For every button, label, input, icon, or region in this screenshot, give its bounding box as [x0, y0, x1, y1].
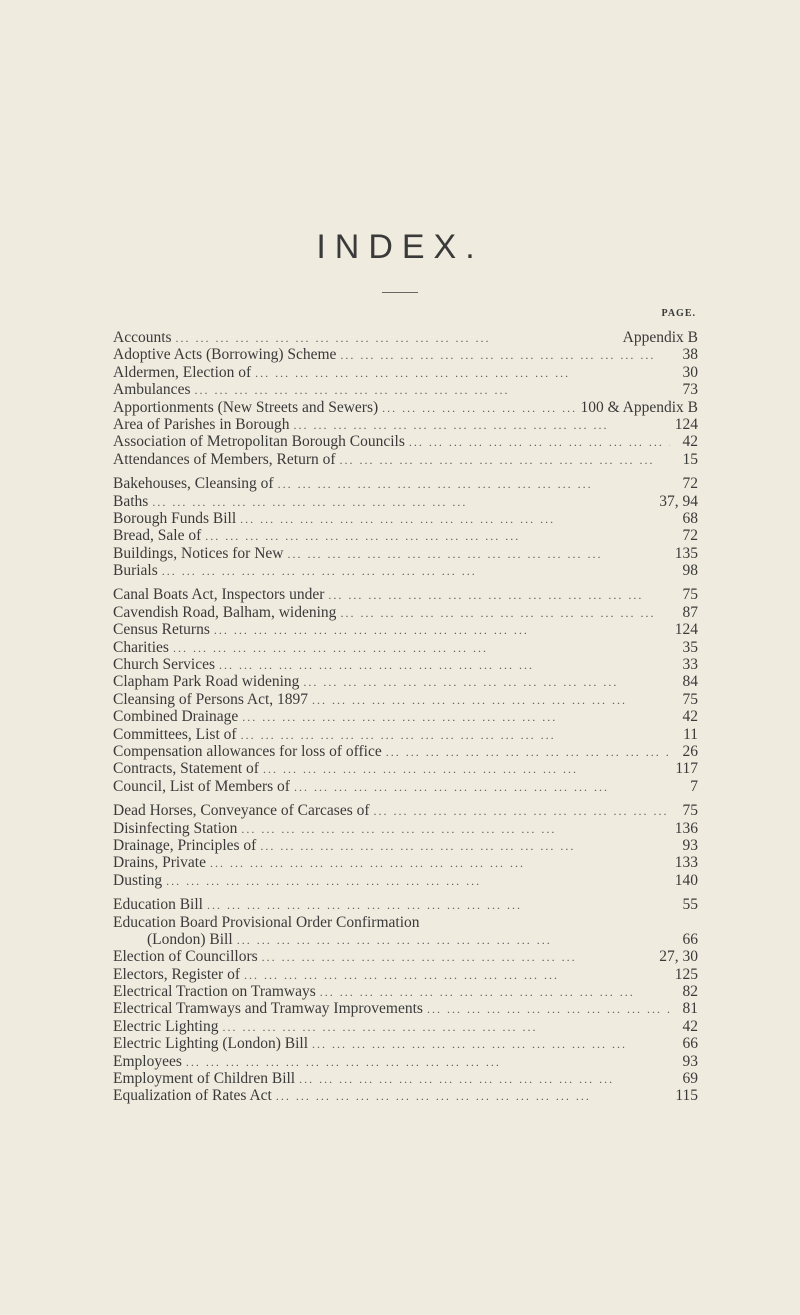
index-entry [113, 545, 698, 562]
dot-leader [158, 563, 670, 580]
index-entry [113, 562, 698, 579]
index-entry-page: 35 [682, 638, 698, 656]
index-entry-label: Dead Horses, Conveyance of Carcases of [113, 802, 370, 820]
index-entry-page: 69 [682, 1070, 698, 1088]
index-entry-page: 135 [674, 544, 698, 562]
index-entry-page: 27, 30 [659, 948, 698, 966]
index-entry [113, 983, 698, 1000]
dot-leader [274, 476, 670, 493]
index-entry-page: 42 [682, 1017, 698, 1035]
index-entry [113, 708, 698, 725]
dot-leader [290, 417, 671, 434]
index-entry-label: Attendances of Members, Return of [113, 450, 336, 468]
index-entry [113, 914, 698, 931]
index-entry-label: Drains, Private [113, 854, 206, 872]
index-entry [113, 586, 698, 603]
dot-leader [299, 674, 670, 691]
index-entry [113, 802, 698, 819]
page-column-header: PAGE. [661, 308, 696, 319]
index-entry [113, 639, 698, 656]
index-entry-label: Aldermen, Election of [113, 363, 252, 381]
index-entry-page: 98 [682, 562, 698, 580]
index-entry-label: Association of Metropolitan Borough Councils [113, 433, 405, 451]
index-entry-page: 42 [682, 433, 698, 451]
dot-leader [258, 949, 660, 966]
index-entry-label: Contracts, Statement of [113, 760, 259, 778]
index-entry-label: Bakehouses, Cleansing of [113, 475, 274, 493]
index-entry-page: 124 [674, 415, 698, 433]
dot-leader [316, 984, 670, 1001]
index-entry-page: 75 [682, 690, 698, 708]
index-entry-label: Borough Funds Bill [113, 509, 237, 527]
index-entry-page: 66 [682, 1035, 698, 1053]
index-entry-page: 81 [682, 1000, 698, 1018]
index-entry-label: Baths [113, 492, 149, 510]
index-entry [113, 1070, 698, 1087]
index-entry [113, 433, 698, 450]
dot-leader [308, 692, 670, 709]
index-entry-page: 42 [682, 708, 698, 726]
dot-leader [201, 528, 670, 545]
index-entry-label: Equalization of Rates Act [113, 1087, 272, 1105]
index-entry-label: Canal Boats Act, Inspectors under [113, 586, 325, 604]
title-divider [382, 292, 418, 293]
dot-leader [169, 640, 670, 657]
index-entry [113, 760, 698, 777]
index-entry-label: (London) Bill [147, 930, 233, 948]
index-entry-label: Adoptive Acts (Borrowing) Scheme [113, 346, 337, 364]
index-list [113, 329, 698, 1105]
index-entry [113, 931, 698, 948]
index-entry [113, 621, 698, 638]
index-entry-page: 82 [682, 983, 698, 1001]
dot-leader [272, 1088, 670, 1105]
index-entry-page: 87 [682, 603, 698, 621]
index-entry [113, 329, 698, 346]
index-entry-label: Accounts [113, 329, 172, 346]
dot-leader [423, 1001, 670, 1018]
index-entry-label: Council, List of Members of [113, 777, 290, 795]
index-entry-label: Employment of Children Bill [113, 1070, 296, 1088]
index-entry [113, 1087, 698, 1104]
index-entry-page: 55 [682, 896, 698, 914]
dot-leader [148, 494, 659, 511]
index-entry-page: Appendix B [622, 329, 698, 346]
index-entry [113, 896, 698, 913]
index-entry-page: 84 [682, 673, 698, 691]
dot-leader [238, 709, 670, 726]
dot-leader [190, 382, 670, 399]
dot-leader [233, 932, 670, 949]
index-entry-page: 66 [682, 930, 698, 948]
index-entry-page: 26 [682, 742, 698, 760]
index-entry-label: Ambulances [113, 381, 191, 399]
index-entry-page: 125 [674, 965, 698, 983]
index-entry-label: Combined Drainage [113, 708, 239, 726]
index-entry-page: 30 [682, 363, 698, 381]
page-title: INDEX. [316, 228, 484, 266]
dot-leader [308, 1036, 670, 1053]
index-entry-label: Cavendish Road, Balham, widening [113, 603, 337, 621]
dot-leader [240, 967, 670, 984]
dot-leader [206, 855, 670, 872]
index-entry-label: Employees [113, 1052, 182, 1070]
index-entry [113, 872, 698, 889]
index-entry-label: Apportionments (New Streets and Sewers) [113, 398, 379, 416]
dot-leader [405, 434, 670, 451]
dot-leader [210, 622, 670, 639]
index-entry-page: 140 [674, 871, 698, 889]
index-entry-label: Election of Councillors [113, 948, 258, 966]
index-entry-page: 100 & Appendix B [580, 398, 698, 416]
index-entry [113, 854, 698, 871]
dot-leader [203, 897, 670, 914]
index-entry [113, 691, 698, 708]
index-entry-page: 93 [682, 1052, 698, 1070]
index-entry [113, 604, 698, 621]
dot-leader [256, 838, 670, 855]
index-entry-page: 38 [682, 346, 698, 364]
index-entry [113, 673, 698, 690]
index-entry [113, 837, 698, 854]
dot-leader [172, 330, 623, 347]
index-entry-label: Buildings, Notices for New [113, 544, 284, 562]
index-entry [113, 948, 698, 965]
index-entry [113, 656, 698, 673]
index-entry [113, 475, 698, 492]
index-entry-page: 37, 94 [659, 492, 698, 510]
dot-leader [378, 400, 580, 417]
index-entry [113, 527, 698, 544]
index-entry-label: Dusting [113, 871, 163, 889]
dot-leader [215, 657, 670, 674]
index-entry-label: Compensation allowances for loss of office [113, 742, 382, 760]
index-entry-page: 124 [674, 621, 698, 639]
index-entry-page: 75 [682, 802, 698, 820]
index-entry-page: 11 [683, 725, 698, 743]
index-entry [113, 381, 698, 398]
index-entry-label: Education Bill [113, 896, 203, 914]
index-entry [113, 966, 698, 983]
dot-leader [259, 761, 670, 778]
dot-leader [370, 803, 670, 820]
dot-leader [251, 365, 670, 382]
index-entry-label: Church Services [113, 656, 216, 674]
index-entry-page: 73 [682, 381, 698, 399]
dot-leader [336, 452, 670, 469]
index-entry-label: Disinfecting Station [113, 819, 238, 837]
dot-leader [336, 605, 670, 622]
index-entry-label: Charities [113, 638, 169, 656]
index-entry-label: Electric Lighting (London) Bill [113, 1035, 308, 1053]
dot-leader [236, 511, 670, 528]
index-entry [113, 1053, 698, 1070]
index-entry [113, 778, 698, 795]
index-entry [113, 743, 698, 760]
dot-leader [237, 727, 670, 744]
index-entry-page: 7 [690, 777, 698, 795]
index-entry-page: 136 [674, 819, 698, 837]
index-entry-label: Electric Lighting [113, 1017, 219, 1035]
dot-leader [382, 744, 670, 761]
index-entry-label: Burials [113, 562, 158, 580]
index-entry-page: 117 [675, 760, 698, 778]
index-entry-label: Clapham Park Road widening [113, 673, 300, 691]
index-entry-label: Drainage, Principles of [113, 836, 257, 854]
index-entry [113, 493, 698, 510]
index-entry-page: 33 [682, 656, 698, 674]
index-entry-label: Cleansing of Persons Act, 1897 [113, 690, 309, 708]
index-entry [113, 1000, 698, 1017]
index-entry [113, 346, 698, 363]
index-entry-label: Committees, List of [113, 725, 237, 743]
dot-leader [283, 546, 670, 563]
index-entry-label: Education Board Provisional Order Confirmation [113, 913, 420, 931]
index-entry-page: 93 [682, 836, 698, 854]
index-entry [113, 399, 698, 416]
index-entry-page: 15 [682, 450, 698, 468]
index-entry-page: 68 [682, 509, 698, 527]
dot-leader [336, 347, 670, 364]
index-entry-label: Bread, Sale of [113, 527, 202, 545]
index-entry-page: 72 [682, 475, 698, 493]
index-entry [113, 726, 698, 743]
dot-leader [162, 873, 670, 890]
index-entry-label: Census Returns [113, 621, 210, 639]
index-entry-page: 133 [674, 854, 698, 872]
index-entry [113, 416, 698, 433]
index-entry [113, 1035, 698, 1052]
index-entry-page: 72 [682, 527, 698, 545]
index-entry-label: Area of Parishes in Borough [113, 415, 290, 433]
index-entry-label: Electrical Traction on Tramways [113, 983, 316, 1001]
dot-leader [237, 821, 670, 838]
index-entry-page: 115 [675, 1087, 698, 1105]
index-entry [113, 510, 698, 527]
dot-leader [182, 1054, 670, 1071]
dot-leader [218, 1019, 670, 1036]
index-entry-label: Electors, Register of [113, 965, 240, 983]
index-entry [113, 364, 698, 381]
dot-leader [324, 587, 670, 604]
index-entry-label: Electrical Tramways and Tramway Improvements [113, 1000, 423, 1018]
dot-leader [290, 779, 670, 796]
index-entry-page: 75 [682, 586, 698, 604]
index-entry [113, 820, 698, 837]
index-entry [113, 451, 698, 468]
dot-leader [295, 1071, 670, 1088]
index-entry [113, 1018, 698, 1035]
